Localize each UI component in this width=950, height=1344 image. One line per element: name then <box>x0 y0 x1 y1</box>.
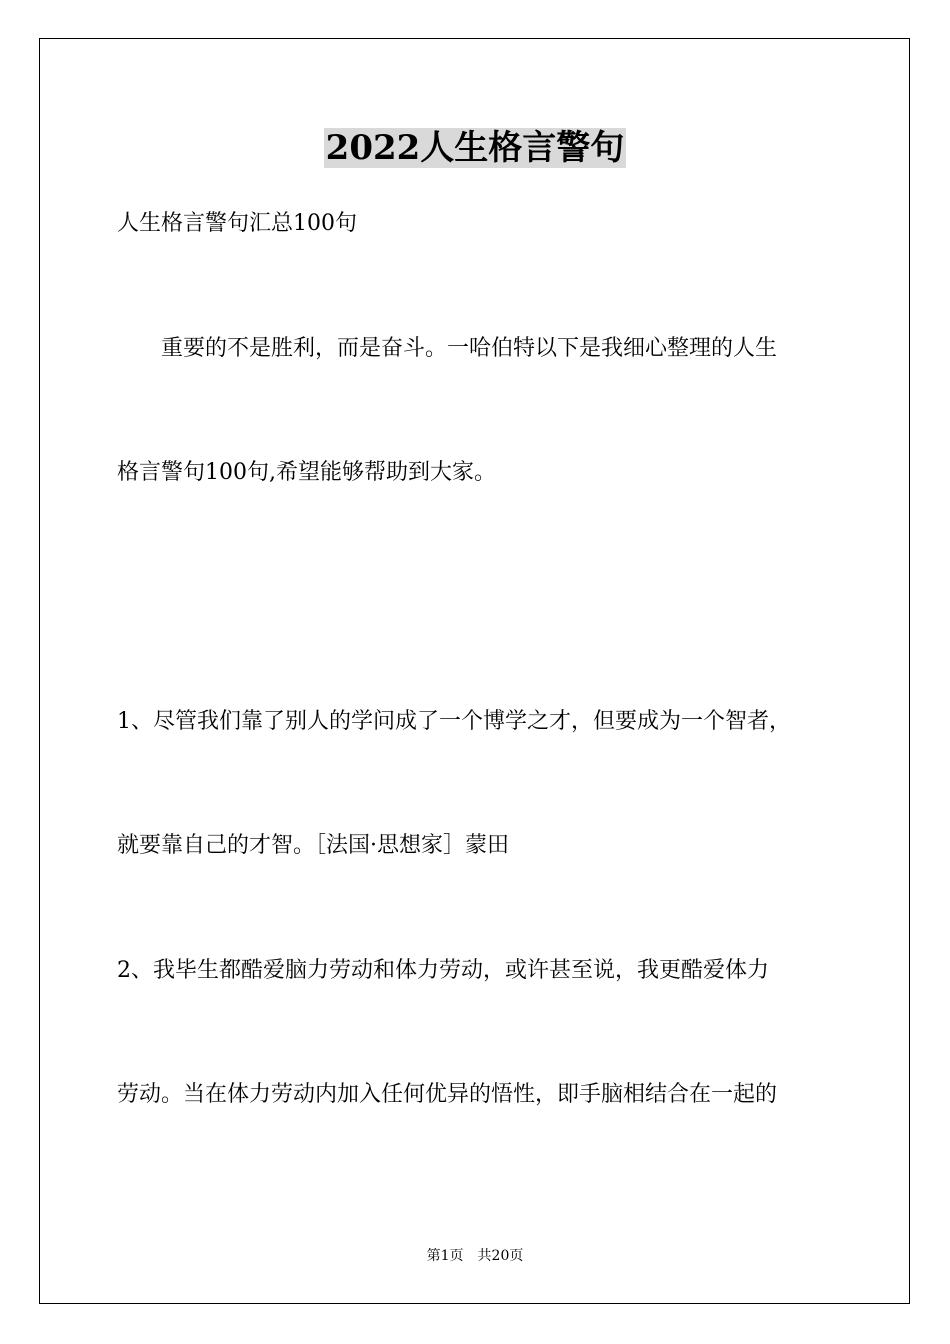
intro-line-2: 格言警句100句,希望能够帮助到大家。 <box>117 460 496 485</box>
quote-2-line-2: 劳动。当在体力劳动内加入任何优异的悟性，即手脑相结合在一起的 <box>117 1082 778 1107</box>
subtitle-line: 人生格言警句汇总100句 <box>117 211 357 236</box>
quote-1-line-1: 1、尽管我们靠了别人的学问成了一个博学之才，但要成为一个智者， <box>117 709 791 734</box>
quote-2-line-1: 2、我毕生都酷爱脑力劳动和体力劳动，或许甚至说，我更酷爱体力 <box>117 958 769 983</box>
page-footer: 第1页 共20页 <box>426 1248 524 1264</box>
intro-line-1: 重要的不是胜利，而是奋斗。一哈伯特以下是我细心整理的人生 <box>117 336 778 361</box>
quote-1-line-2: 就要靠自己的才智。［法国·思想家］蒙田 <box>117 833 509 858</box>
document-title-text: 2022人生格言警句 <box>325 128 625 168</box>
document-title <box>0 126 950 170</box>
